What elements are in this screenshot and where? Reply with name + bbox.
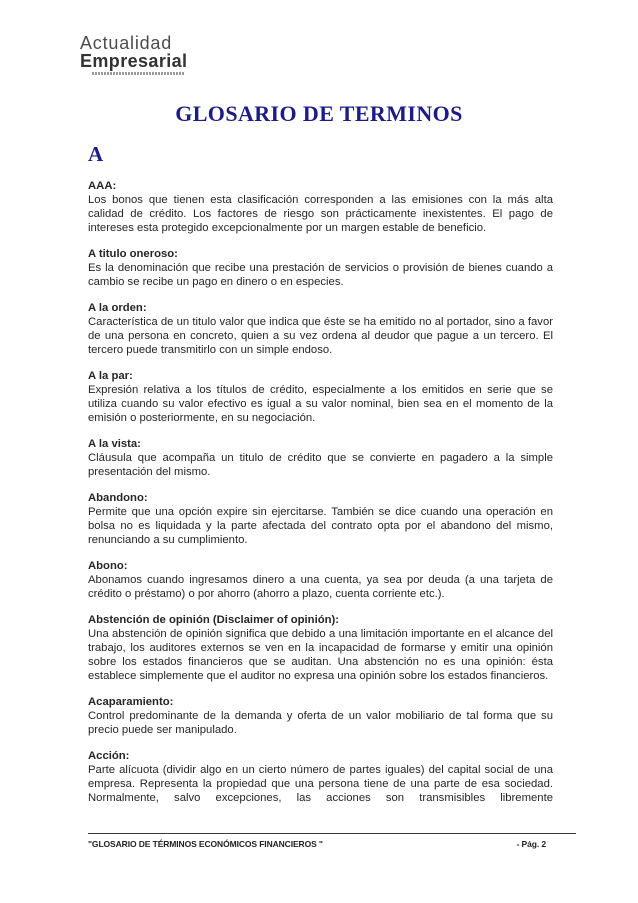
entry-definition: Cláusula que acompaña un titulo de crédito que se convierte en pagadero a la simple presentación del mismo.: [88, 452, 553, 478]
entry-term: A la vista:: [88, 438, 141, 450]
glossary-entry: [88, 491, 553, 547]
glossary-entry: [88, 301, 553, 357]
entry-term: A la orden:: [88, 302, 147, 314]
page-footer: [88, 833, 576, 849]
entry-term: A titulo oneroso:: [88, 248, 178, 260]
entry-term: A la par:: [88, 370, 133, 382]
glossary-entry: [88, 247, 553, 289]
section-letter: A: [88, 142, 104, 166]
logo-text-actualidad: Actualidad: [80, 33, 173, 53]
entry-definition: Característica de un titulo valor que indica que éste se ha emitido no al portador, sino a favor de una persona en concreto, quien a su vez ordena al deudor que pague a un tercero. El tercero puede transmitirlo con un simple endoso.: [88, 316, 553, 356]
entry-definition: Expresión relativa a los títulos de crédito, especialmente a los emitidos en serie que se utiliza cuando su valor efectivo es igual a su valor nominal, bien sea en el momento de la emisión o posteriormente, en su negociación.: [88, 384, 553, 424]
entry-definition: Los bonos que tienen esta clasificación corresponden a las emisiones con la más alta calidad de crédito. Los factores de riesgo son prácticamente inexistentes. El pago de intereses esta protegido excepcionalmente por un margen estable de beneficio.: [88, 194, 553, 234]
glossary-entry: [88, 613, 553, 683]
logo-tagline: [92, 72, 184, 75]
glossary-entry: [88, 369, 553, 425]
entry-term: AAA:: [88, 180, 117, 192]
entry-definition: Es la denominación que recibe una prestación de servicios o provisión de bienes cuando a cambio se recibe un pago en dinero o en especies.: [88, 262, 553, 288]
entry-definition: Permite que una opción expire sin ejercitarse. También se dice cuando una operación en bolsa no es liquidada y la parte afectada del contrato opta por el abandono del mismo, renunciando a su cumplimiento.: [88, 506, 553, 546]
entry-term: Acción:: [88, 750, 130, 762]
logo: [80, 34, 187, 75]
entry-term: Abono:: [88, 560, 128, 572]
entry-term: Abstención de opinión (Disclaimer of opinión):: [88, 614, 340, 626]
footer-doc-title: "GLOSARIO DE TÉRMINOS ECONÓMICOS FINANCIEROS ": [88, 839, 323, 849]
glossary-entry: [88, 559, 553, 601]
glossary-entry: [88, 749, 553, 805]
logo-text-empresarial: Empresarial: [80, 51, 188, 71]
glossary-entry: [88, 437, 553, 479]
entry-term: Acaparamiento:: [88, 696, 174, 708]
page-title: GLOSARIO DE TERMINOS: [175, 101, 463, 126]
glossary-entries: [88, 179, 553, 817]
footer-page-number: - Pág. 2: [516, 839, 546, 849]
glossary-entry: [88, 179, 553, 235]
glossary-entry: [88, 695, 553, 737]
entry-definition: Parte alícuota (dividir algo en un cierto número de partes iguales) del capital social de una empresa. Representa la propiedad que una persona tiene de una parte de esa sociedad. Normalmente, salvo excepciones, las acciones son transmisibles libremente: [88, 764, 553, 804]
entry-definition: Abonamos cuando ingresamos dinero a una cuenta, ya sea por deuda (a una tarjeta de crédito o préstamo) o por ahorro (ahorro a plazo, cuenta corriente etc.).: [88, 574, 553, 600]
entry-definition: Una abstención de opinión significa que debido a una limitación importante en el alcance del trabajo, los auditores externos se ven en la incapacidad de formarse y emitir una opinión sobre los estados financieros que se auditan. Una abstención no es una opinión: ésta establece simplemente que el auditor no expresa una opinión sobre los estados financieros.: [88, 628, 553, 682]
entry-term: Abandono:: [88, 492, 148, 504]
entry-definition: Control predominante de la demanda y oferta de un valor mobiliario de tal forma que su precio puede ser manipulado.: [88, 710, 553, 736]
